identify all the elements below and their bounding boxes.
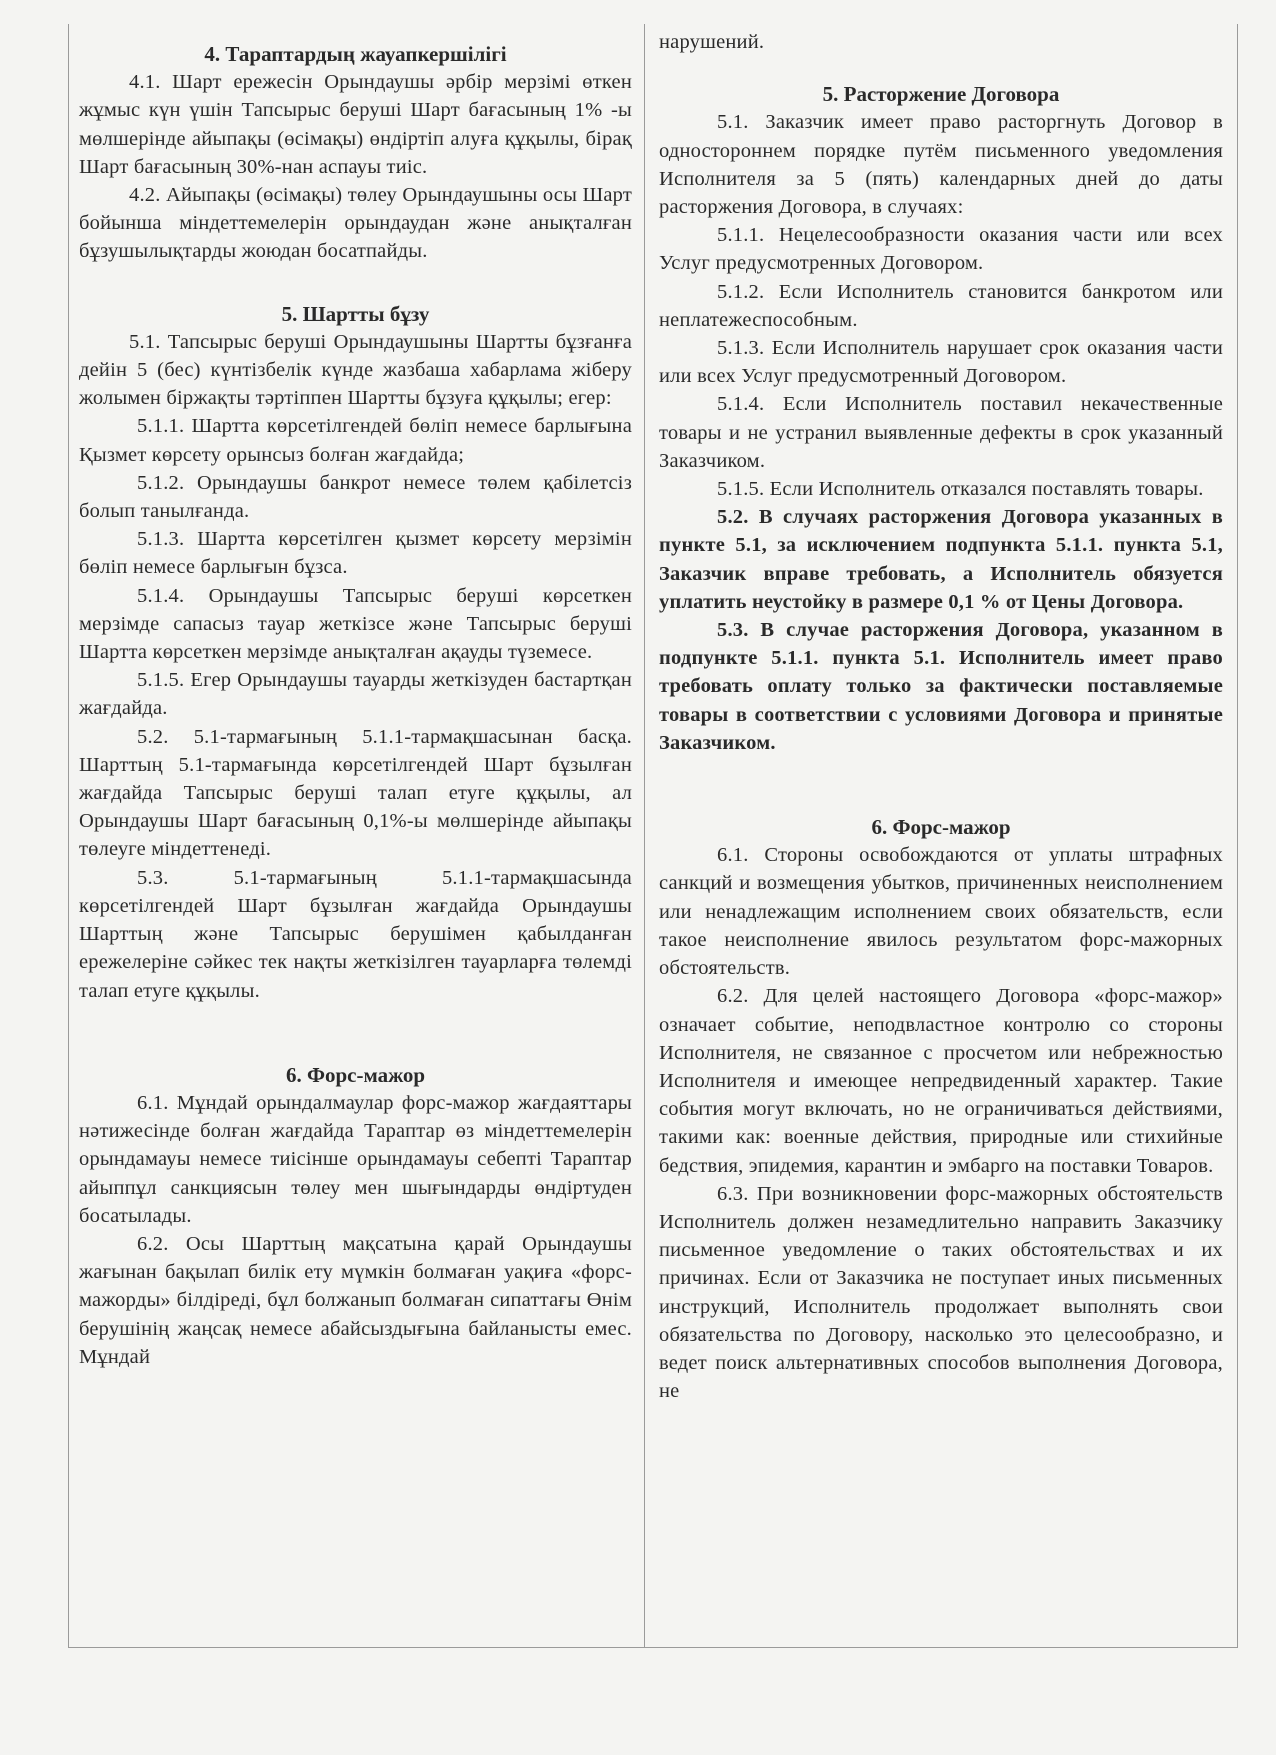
clause-5-1-3-ru: 5.1.3. Если Исполнитель нарушает срок оказания части или всех Услуг предусмотренный Договором. xyxy=(659,337,1223,388)
clause-5-1-ru: 5.1. Заказчик имеет право расторгнуть Договор в одностороннем порядке путём письменного уведомления Исполнителя за 5 (пять) календарных дней до даты расторжения Договора, в случаях: xyxy=(659,111,1223,219)
clause-5-1-4-kz: 5.1.4. Орындаушы Тапсырыс беруші көрсеткен мерзімде сапасыз тауар жеткізсе және Тапсырыс беруші Шартта көрсеткен мерзімде анықталған ақауды түземесе. xyxy=(79,584,632,664)
clause-5-1-3-kz: 5.1.3. Шартта көрсетілген қызмет көрсету мерзімін бөліп немесе барлығын бұзса. xyxy=(79,528,632,579)
clause-5-2-ru: 5.2. В случаях расторжения Договора указанных в пункте 5.1, за исключением подпункта 5.1.1. пункта 5.1, Заказчик вправе требовать, а Исполнитель обязуется уплатить неустойку в размере 0,1 % от Цены Договора. xyxy=(659,506,1223,613)
clause-5-1-kz: 5.1. Тапсырыс беруші Орындаушыны Шартты бұзғанға дейін 5 (бес) күнтізбелік күнде жазбаша хабарлама жіберу жолымен біржақты тәртіппен Шартты бұзуға құқылы; егер: xyxy=(79,330,632,410)
clause-5-3-kz: 5.3. 5.1-тармағының 5.1.1-тармақшасында көрсетілгендей Шарт бұзылған жағдайда Орындаушы Шарттың және Тапсырыс берушімен қабылданған ережелеріне сәйкес тек нақты жеткізілген тауарларға төлемді талап етуге құқылы. xyxy=(79,866,632,1002)
section-5-title-kz: 5. Шартты бұзу xyxy=(281,301,430,326)
clause-5-1-5-kz: 5.1.5. Егер Орындаушы тауарды жеткізуден бастартқан жағдайда. xyxy=(79,669,632,720)
section-6-title-ru: 6. Форс-мажор xyxy=(871,815,1011,840)
clause-5-2-kz: 5.2. 5.1-тармағының 5.1.1-тармақшасынан басқа. Шарттың 5.1-тармағында көрсетілгендей Шарт бұзылған жағдайда Тапсырыс беруші талап етуге құқылы, ал Орындаушы Шарт бағасының 0,1%-ы мөлшерінде айыпақы төлеуге міндеттенеді. xyxy=(79,725,632,861)
clause-5-1-2-kz: 5.1.2. Орындаушы банкрот немесе төлем қабілетсіз болып танылғанда. xyxy=(79,471,632,523)
clause-6-1-kz: 6.1. Мұндай орындалмаулар форс-мажор жағдаяттары нәтижесінде болған жағдайда Тараптар өз міндеттемелерін орындамауы немесе тиісінше орындамауы себепті Тараптар айыппұл санкциясын төлеу мен шығындарды өндіртуден босатылады. xyxy=(79,1091,632,1227)
clause-5-1-4-ru: 5.1.4. Если Исполнитель поставил некачественные товары и не устранил выявленные дефекты в срок указанный Заказчиком. xyxy=(659,393,1223,472)
section-6-title-kz: 6. Форс-мажор xyxy=(285,1062,426,1087)
continued-text-ru: нарушений. xyxy=(659,31,765,53)
kazakh-column xyxy=(69,24,645,1647)
clause-4-2-kz: 4.2. Айыпақы (өсімақы) төлеу Орындаушыны осы Шарт бойынша міндеттемелерін орындаудан және анықталған бұзушылықтарды жоюдан босатпайды. xyxy=(79,184,632,263)
clause-5-1-5-ru: 5.1.5. Если Исполнитель отказался поставлять товары. xyxy=(717,478,1204,501)
clause-5-3-ru: 5.3. В случае расторжения Договора, указанном в подпункте 5.1.1. пункта 5.1. Исполнитель имеет право требовать оплату только за фактически поставляемые товары в соответствии с условиями Договора и принятые Заказчиком. xyxy=(659,619,1223,754)
clause-4-1-kz: 4.1. Шарт ережесін Орындаушы әрбір мерзімі өткен жұмыс күн үшін Тапсырыс беруші Шарт бағасының 1% -ы мөлшерінде айыпақы (өсімақы) өндіртіп алуға құқылы, бірақ Шарт бағасының 30%-нан аспауы тиіс. xyxy=(79,71,632,178)
clause-5-1-2-ru: 5.1.2. Если Исполнитель становится банкротом или неплатежеспособным. xyxy=(659,280,1223,331)
document-page xyxy=(68,24,1238,1648)
clause-5-1-1-ru: 5.1.1. Нецелесообразности оказания части или всех Услуг предусмотренных Договором. xyxy=(659,224,1223,275)
clause-6-3-ru: 6.3. При возникновении форс-мажорных обстоятельств Исполнитель должен незамедлительно направить Заказчику письменное уведомление о таких обстоятельствах и их причинах. Если от Заказчика не поступает иных письменных инструкций, Исполнитель продолжает выполнять свои обязательства по Договору, насколько это целесообразно, и ведет поиск альтернативных способов выполнения Договора, не xyxy=(659,1182,1223,1403)
clause-5-1-1-kz: 5.1.1. Шартта көрсетілгендей бөліп немесе барлығына Қызмет көрсету орынсыз болған жағдайда; xyxy=(79,415,632,466)
section-5-title-ru: 5. Расторжение Договора xyxy=(822,82,1060,107)
clause-6-2-ru: 6.2. Для целей настоящего Договора «форс-мажор» означает событие, неподвластное контролю со стороны Исполнителя, не связанное с просчетом или небрежностью Исполнителя и имеющее непредвиденный характер. Такие события могут включать, но не ограничиваться действиями, такими как: военные действия, природные или стихийные бедствия, эпидемия, карантин и эмбарго на поставки Товаров. xyxy=(659,985,1223,1177)
section-4-title-kz: 4. Тараптардың жауапкершілігі xyxy=(204,42,507,66)
russian-column xyxy=(645,24,1239,1647)
clause-6-2-kz: 6.2. Осы Шарттың мақсатына қарай Орындаушы жағынан бақылап билік ету мүмкін болмаған уақиға «форс-мажорды» білдіреді, бұл болжанып болмаған сипаттағы Өнім берушінің жаңсақ немесе абайсыздығына байланысты емес. Мұндай xyxy=(79,1232,632,1368)
clause-6-1-ru: 6.1. Стороны освобождаются от уплаты штрафных санкций и возмещения убытков, причиненных неисполнением или ненадлежащим исполнением своих обязательств, если такое неисполнение явилось результатом форс-мажорных обстоятельств. xyxy=(659,844,1223,980)
